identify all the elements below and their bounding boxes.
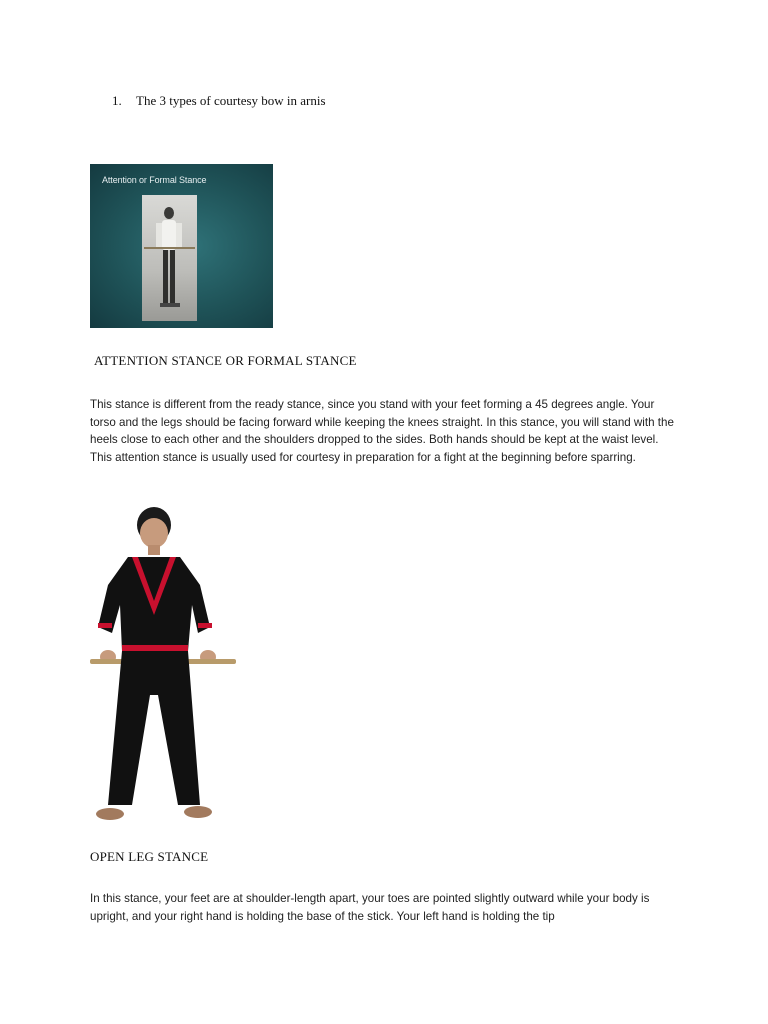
list-number: 1. [112, 93, 122, 108]
paragraph-open-leg-stance: In this stance, your feet are at shoulder-length apart, your toes are pointed slightly outward while your body is upright, and your right hand is holding the base of the stick. Your left hand is holding the tip [90, 892, 650, 923]
martial-artist-figure [88, 505, 240, 823]
section-heading-attention-stance: ATTENTION STANCE OR FORMAL STANCE [94, 353, 357, 368]
paragraph-attention-stance: This stance is different from the ready stance, since you stand with your feet forming a 45 degrees angle. Your torso and the legs should be facing forward while keeping the knees straight. In this stance, you will stand with the heels close to each other and the shoulders dropped to the sides. Both hands should be kept at the waist level. This attention stance is usually used for courtesy in preparation for a fight at the beginning before sparring. [90, 398, 674, 464]
slide-image [90, 164, 273, 328]
list-item [112, 93, 326, 109]
section-heading-open-leg-stance: OPEN LEG STANCE [90, 849, 209, 864]
slide-photo [142, 195, 197, 321]
slide-title: Attention or Formal Stance [102, 175, 207, 185]
list-item-text: The 3 types of courtesy bow in arnis [136, 93, 326, 108]
open-leg-stance-photo [88, 505, 240, 823]
slide-photo-figure [142, 195, 197, 321]
